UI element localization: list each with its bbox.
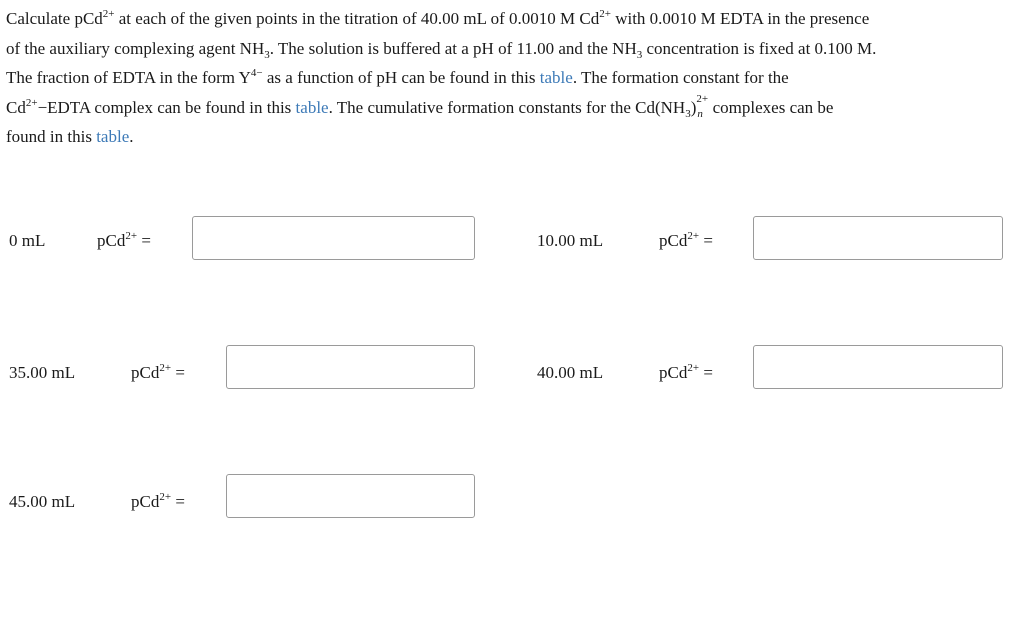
- volume-label-40ml: 40.00 mL: [537, 363, 604, 382]
- pcd-label: pCd$^{2+}$ =: [97, 230, 151, 250]
- problem-line-3: The fraction of EDTA in the form $Y^{4-}$ as a function of pH can be found in this table. The formation constant for the: [6, 67, 789, 87]
- pcd-label: pCd$^{2+}$ =: [131, 491, 185, 511]
- volume-label-35ml: 35.00 mL: [9, 363, 76, 382]
- pcd-label: pCd$^{2+}$ =: [659, 230, 713, 250]
- problem-statement: [6, 4, 1022, 152]
- volume-label-10ml: 10.00 mL: [537, 231, 604, 250]
- pcd-answer-input-35ml[interactable]: [226, 345, 475, 389]
- problem-line-2: of the auxiliary complexing agent $NH_3$. The solution is buffered at a pH of 11.00 and the $NH_3$ concentration is fixed at 0.100 M.: [6, 38, 877, 61]
- formation-constant-table-link[interactable]: table: [295, 97, 329, 117]
- problem-line-5: found in this table.: [6, 127, 134, 146]
- volume-label-0ml: 0 mL: [9, 231, 46, 250]
- pcd-answer-input-45ml[interactable]: [226, 474, 475, 518]
- pcd-answer-input-40ml[interactable]: [753, 345, 1003, 389]
- pcd-label: pCd$^{2+}$ =: [659, 362, 713, 382]
- pcd-answer-input-0ml[interactable]: [192, 216, 475, 260]
- problem-line-4: $Cd^{2+}-EDTA$ complex can be found in this table. The cumulative formation constants for the $Cd(NH_3)$ 2+ n complexes can be: [6, 92, 834, 120]
- edta-fraction-table-link[interactable]: table: [539, 68, 573, 87]
- volume-label-45ml: 45.00 mL: [9, 492, 76, 511]
- pcd-label: pCd$^{2+}$ =: [131, 362, 185, 382]
- cumulative-constants-table-link[interactable]: table: [96, 127, 130, 146]
- problem-line-1: Calculate pCd$^{2+}$ at each of the given points in the titration of 40.00 mL of 0.0010 M $Cd^{2+}$ with 0.0010 M EDTA in the presence: [6, 8, 870, 28]
- pcd-answer-input-10ml[interactable]: [753, 216, 1003, 260]
